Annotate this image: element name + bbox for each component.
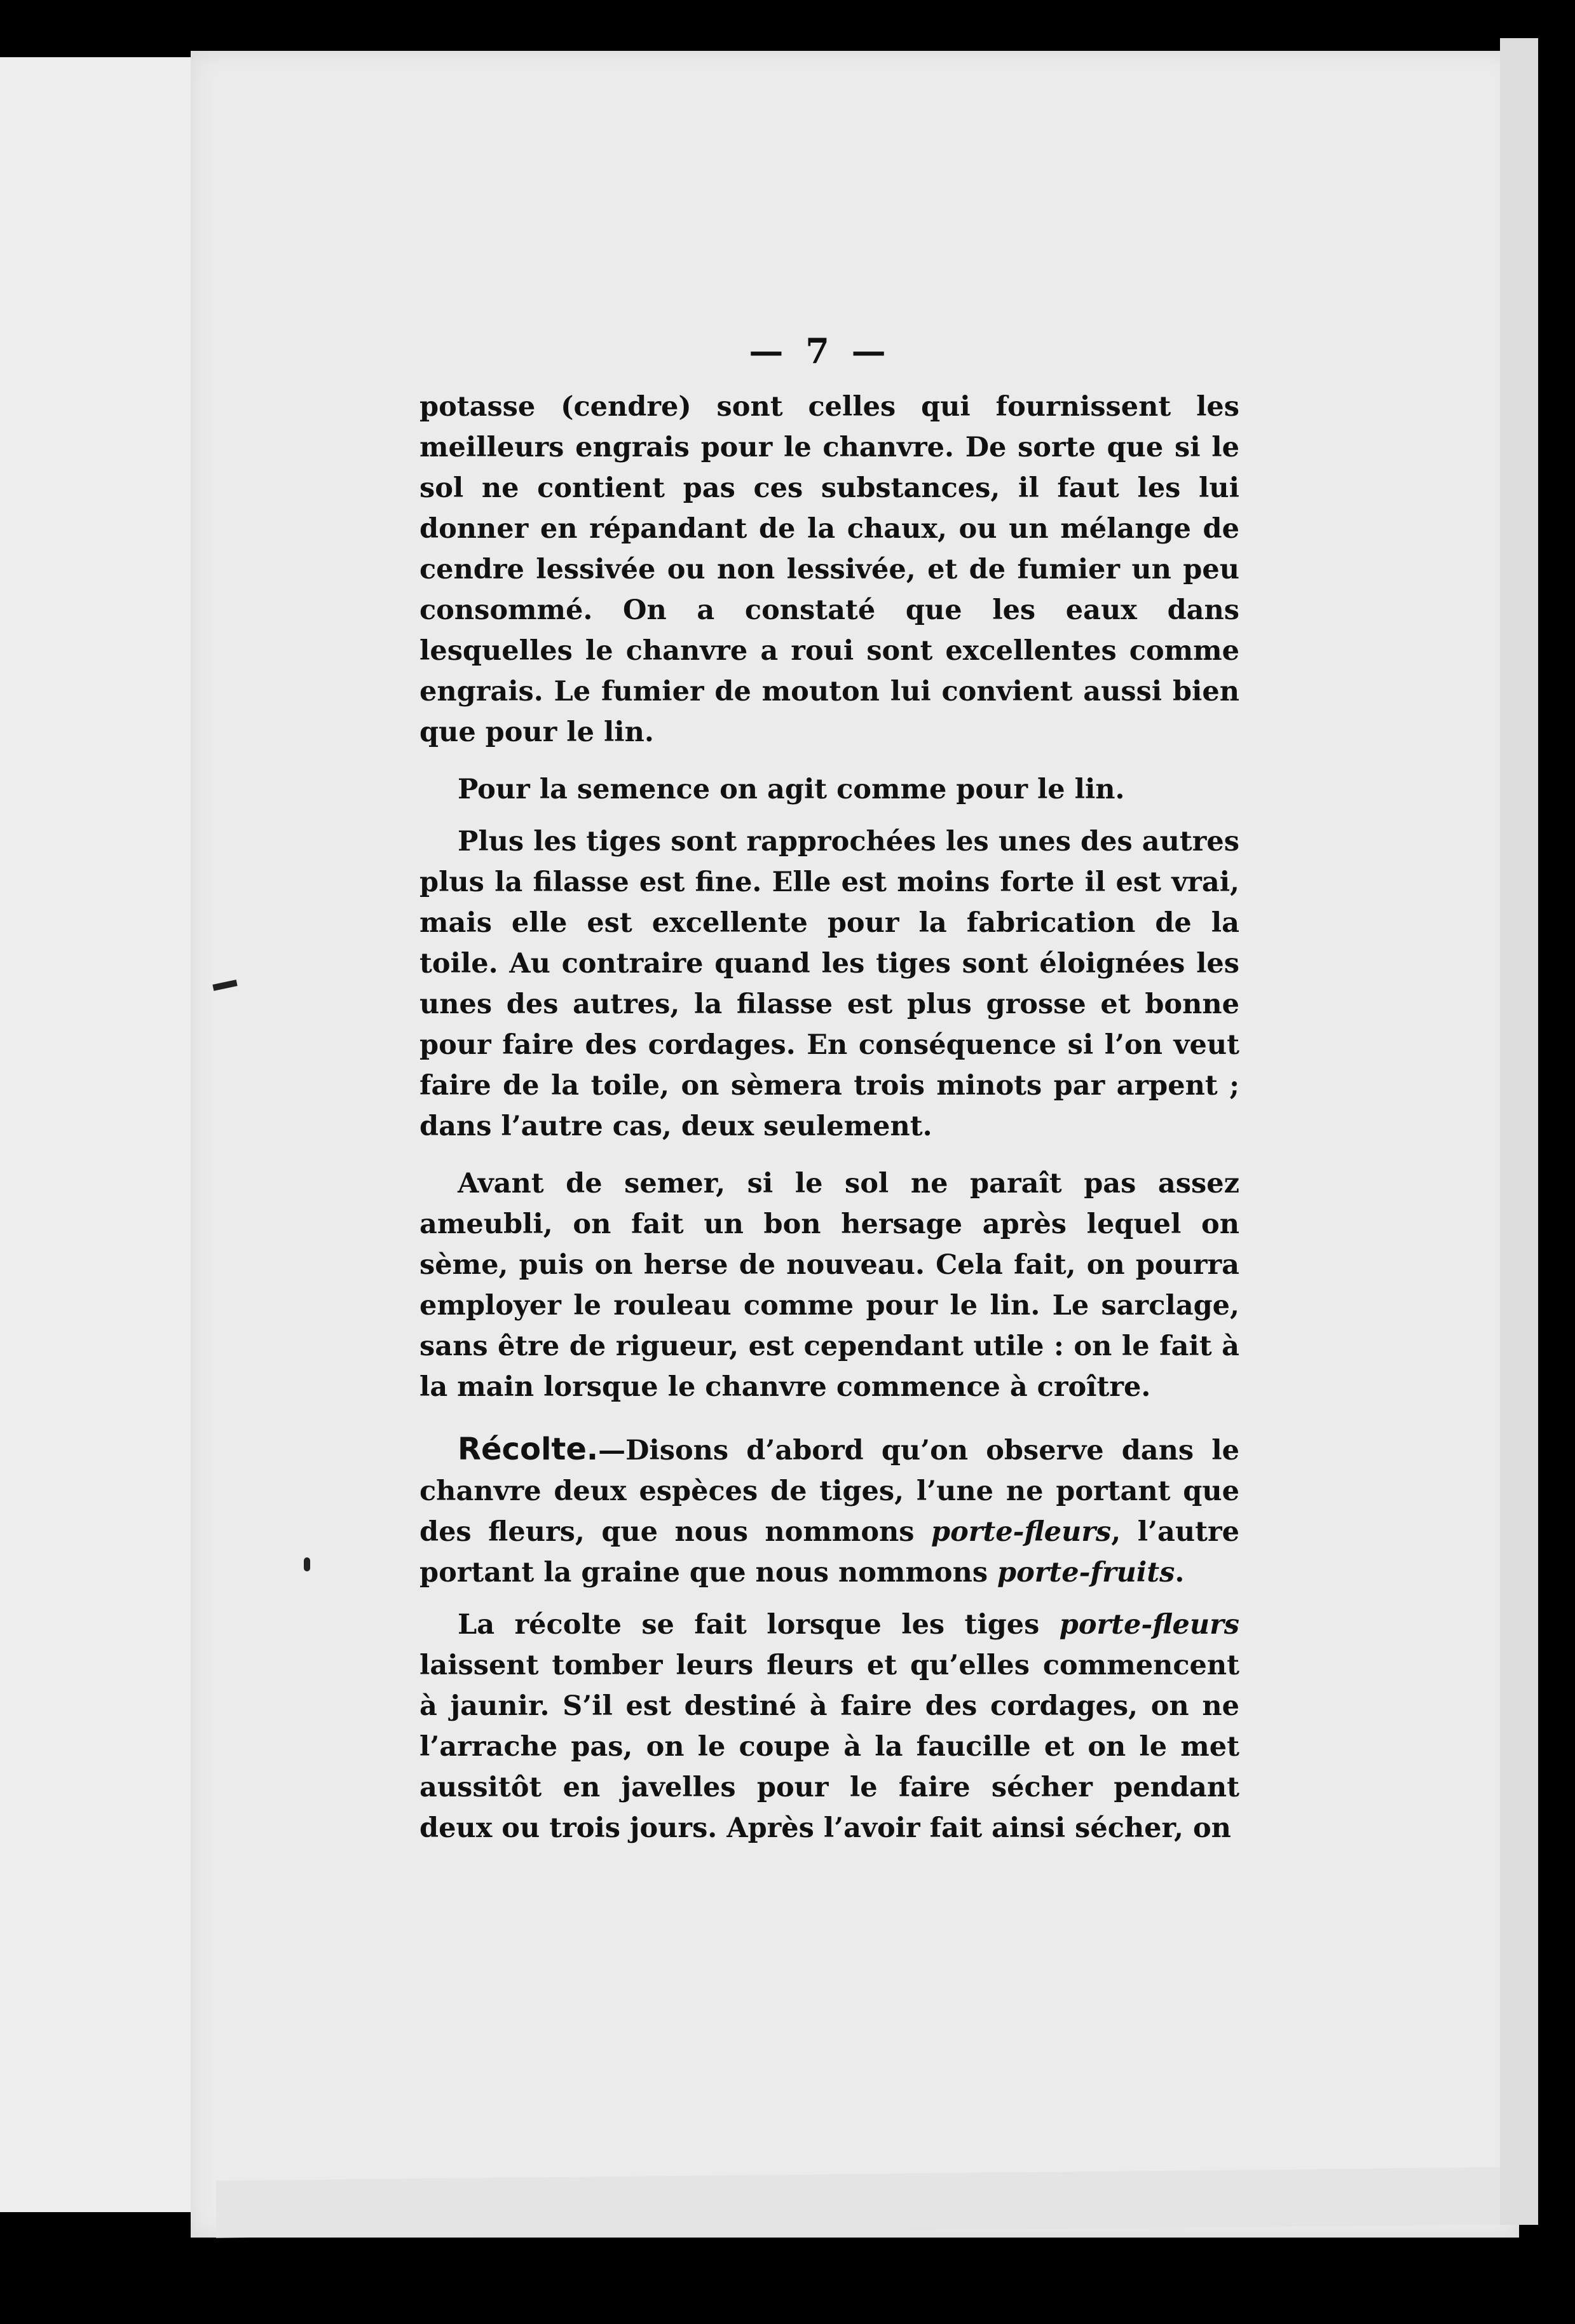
timing-text-1: La récolte se fait lorsque les tiges xyxy=(458,1609,1060,1641)
paragraph-harvest-intro xyxy=(419,1429,1239,1593)
page-text xyxy=(419,331,1239,1860)
page-number: — 7 — xyxy=(749,331,891,371)
term-porte-fleurs-2: porte-fleurs xyxy=(1059,1609,1239,1641)
facing-page-edge xyxy=(0,57,214,2212)
harvest-text-1: —Disons d’abord qu’on observe dans le chanvre deux espèces de tiges, l’une ne portant que des fleurs, que nous nommons xyxy=(419,1435,1239,1548)
harvest-text-3: . xyxy=(1175,1557,1185,1589)
paragraph-harvest-timing xyxy=(419,1604,1239,1849)
paragraph-sowing: Avant de semer, si le sol ne paraît pas assez ameubli, on fait un bon hersage après lequel on sème, puis on herse de nouveau. Cela fait, on pourra employer le rouleau comme pour le lin. Le sarclage, sans être de rigueur, est cependant utile : on le fait à la main lorsque le chanvre commence à croître. xyxy=(419,1168,1239,1403)
paragraph-seed: Pour la semence on agit comme pour le lin. xyxy=(458,774,1125,805)
page-right-edge xyxy=(1500,38,1538,2225)
timing-text-2: laissent tomber leurs fleurs et qu’elles commencent à jaunir. S’il est destiné à faire des cordages, on ne l’arrache pas, on le coupe à la faucille et on le met aussitôt en javelles pour le faire sécher pendant deux ou trois jours. Après l’avoir fait ainsi sécher, on xyxy=(419,1650,1239,1844)
paragraph-fertilizer: potasse (cendre) sont celles qui fournissent les meilleurs engrais pour le chanvre. De sorte que si le sol ne contient pas ces substances, il faut les lui donner en répandant de la chaux, ou un mélange de cendre lessivée ou non lessivée, et de fumier un peu consommé. On a constaté que les eaux dans lesquelles le chanvre a roui sont excellentes comme engrais. Le fumier de mouton lui convient aussi bien que pour le lin. xyxy=(419,391,1239,748)
section-heading-recolte: Récolte. xyxy=(458,1432,599,1467)
paragraph-stems: Plus les tiges sont rapprochées les unes des autres plus la filasse est fine. Elle est moins forte il est vrai, mais elle est excellente pour la fabrication de la toile. Au contraire quand les tiges sont éloignées les unes des autres, la filasse est plus grosse et bonne pour faire des cordages. En conséquence si l’on veut faire de la toile, on sèmera trois minots par arpent ; dans l’autre cas, deux seulement. xyxy=(419,826,1239,1142)
harvest-text-2: , l’autre portant la graine que nous nommons xyxy=(419,1516,1240,1589)
ink-speck xyxy=(304,1557,310,1571)
term-porte-fleurs: porte-fleurs xyxy=(931,1516,1112,1548)
term-porte-fruits: porte-fruits xyxy=(997,1557,1175,1589)
